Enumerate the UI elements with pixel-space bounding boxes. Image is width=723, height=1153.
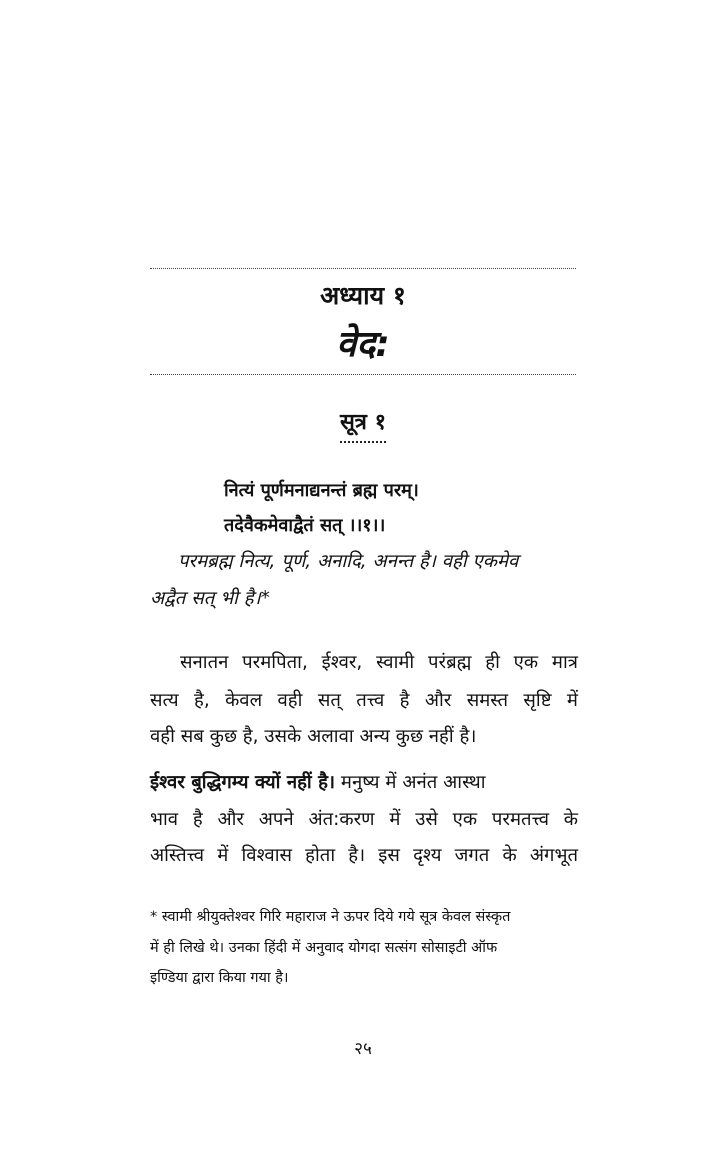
sutra-heading-label: सूत्र १ <box>340 408 386 443</box>
paragraph-line: वही सब कुछ है, उसके अलावा अन्य कुछ नहीं है। <box>150 726 477 747</box>
paragraph-line: भाव है और अपने अंत:करण में उसे एक परमतत्त्व के <box>150 809 578 830</box>
dotted-rule-top <box>150 268 576 269</box>
paragraph-line: सत्य है, केवल वही सत् तत्त्व है और समस्त सृष्टि में <box>150 690 578 711</box>
sutra-heading <box>150 408 576 443</box>
section-heading-inline: ईश्वर बुद्धिगम्य क्यों नहीं है। <box>150 772 335 793</box>
dotted-rule-bottom <box>150 374 576 375</box>
paragraph-line: अस्तित्त्व में विश्वास होता है। इस दृश्य जगत के अंगभूत <box>150 845 578 866</box>
chapter-title: वेद: <box>336 324 390 365</box>
sutra-verse-line: तदेवैकमेवाद्वैतं सत् ।।१।। <box>224 515 386 536</box>
paragraph-text-run: मनुष्य में अनंत आस्था <box>335 772 486 793</box>
paragraph-line: सनातन परमपिता, ईश्वर, स्वामी परंब्रह्म ही एक मात्र <box>180 652 578 673</box>
translation-line: अद्वैत सत् भी है।* <box>150 588 270 609</box>
footnote-line: में ही लिखे थे। उनका हिंदी में अनुवाद योगदा सत्संग सोसाइटी ऑफ <box>150 940 498 956</box>
translation-line: परमब्रह्म नित्य, पूर्ण, अनादि, अनन्त है। वही एकमेव <box>178 551 519 572</box>
page-number: २५ <box>354 1039 372 1059</box>
footnote-line: * स्वामी श्रीयुक्तेश्वर गिरि महाराज ने ऊपर दिये गये सूत्र केवल संस्कृत <box>150 909 511 925</box>
chapter-number: अध्याय १ <box>320 281 406 310</box>
paragraph-line <box>150 770 578 796</box>
footnote-line: इण्डिया द्वारा किया गया है। <box>150 970 289 986</box>
sutra-verse-line: नित्यं पूर्णमनाद्यनन्तं ब्रह्म परम्। <box>224 480 419 501</box>
